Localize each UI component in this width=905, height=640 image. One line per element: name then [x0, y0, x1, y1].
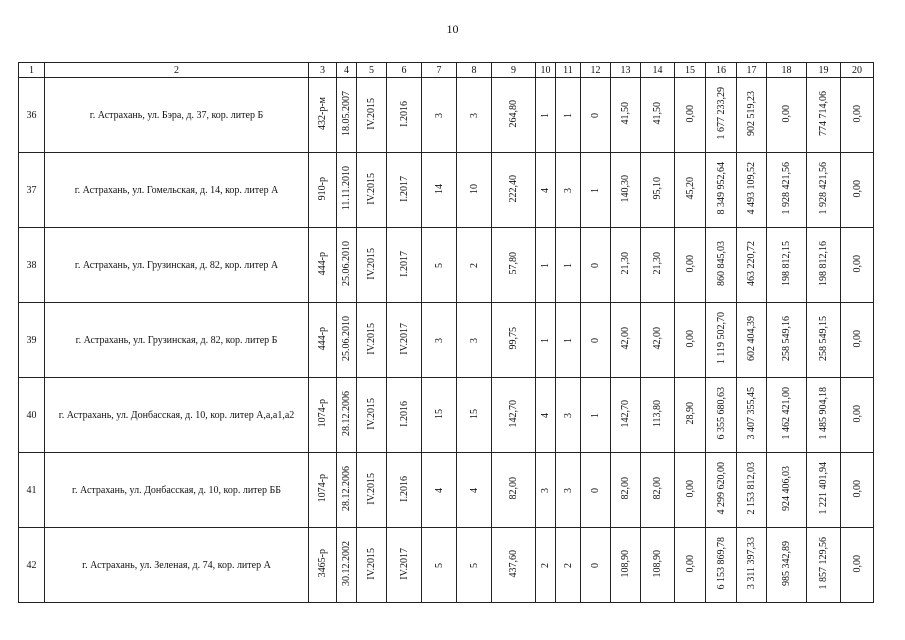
- value-cell: [581, 78, 611, 153]
- column-number: 7: [422, 63, 457, 78]
- cell-value: 0: [590, 262, 601, 268]
- cell-value: 0,00: [684, 479, 696, 498]
- column-number: 10: [536, 63, 556, 78]
- cell-value: 222,40: [508, 174, 519, 203]
- value-cell: [641, 453, 675, 528]
- cell-value: 258 549,16: [781, 316, 792, 361]
- table-row: [19, 78, 874, 153]
- cell-value: 2 153 812,03: [746, 462, 757, 515]
- cell-value: 444-р: [317, 251, 328, 276]
- value-cell: [611, 153, 641, 228]
- value-cell: [611, 453, 641, 528]
- cell-value: 140,30: [620, 174, 631, 203]
- value-cell: [337, 78, 357, 153]
- value-cell: [581, 153, 611, 228]
- cell-value: 1074-р: [317, 399, 328, 428]
- cell-value: 1 677 233,29: [715, 87, 727, 140]
- cell-value: 910-р: [317, 176, 328, 201]
- value-cell: [387, 528, 422, 603]
- cell-value: 2: [468, 262, 480, 268]
- cell-value: 924 406,03: [781, 466, 792, 511]
- cell-value: 1 857 129,56: [818, 537, 829, 590]
- value-cell: [457, 453, 492, 528]
- cell-value: 14: [433, 183, 445, 194]
- cell-value: 1 485 904,18: [818, 387, 829, 440]
- value-cell: [581, 528, 611, 603]
- cell-value: 1: [590, 412, 601, 418]
- value-cell: [841, 228, 874, 303]
- row-number-cell: 38: [19, 228, 45, 303]
- value-cell: [387, 303, 422, 378]
- cell-value: 4: [540, 412, 551, 418]
- column-number: 9: [492, 63, 536, 78]
- value-cell: [536, 228, 556, 303]
- value-cell: [457, 303, 492, 378]
- value-cell: [309, 378, 337, 453]
- value-cell: [309, 453, 337, 528]
- cell-value: 0,00: [851, 479, 863, 498]
- cell-value: 108,90: [652, 549, 663, 578]
- cell-value: 11.11.2010: [341, 166, 352, 211]
- column-number: 6: [387, 63, 422, 78]
- value-cell: [737, 303, 767, 378]
- value-cell: [309, 228, 337, 303]
- row-number-cell: 37: [19, 153, 45, 228]
- value-cell: [492, 453, 536, 528]
- cell-value: 28.12.2006: [341, 466, 352, 511]
- cell-value: 10: [468, 183, 480, 194]
- cell-value: 99,75: [508, 327, 519, 350]
- value-cell: [357, 153, 387, 228]
- cell-value: 258 549,15: [818, 316, 829, 361]
- column-number: 19: [807, 63, 841, 78]
- value-cell: [737, 453, 767, 528]
- cell-value: 437,60: [508, 549, 519, 578]
- cell-value: 2: [540, 562, 551, 568]
- table-row: [19, 228, 874, 303]
- cell-value: 5: [433, 562, 445, 568]
- cell-value: 1 928 421,56: [818, 162, 829, 215]
- cell-value: IV.2017: [398, 547, 410, 580]
- column-number: 13: [611, 63, 641, 78]
- cell-value: I.2017: [398, 175, 410, 202]
- value-cell: [737, 153, 767, 228]
- cell-value: 1 462 421,00: [781, 387, 792, 440]
- value-cell: [767, 528, 807, 603]
- value-cell: [492, 228, 536, 303]
- cell-value: 444-р: [317, 326, 328, 351]
- cell-value: 3: [468, 112, 480, 118]
- value-cell: [807, 78, 841, 153]
- value-cell: [641, 528, 675, 603]
- value-cell: [737, 78, 767, 153]
- cell-value: 142,70: [620, 399, 631, 428]
- cell-value: 108,90: [620, 549, 631, 578]
- cell-value: IV.2015: [366, 172, 377, 205]
- value-cell: [536, 303, 556, 378]
- value-cell: [457, 78, 492, 153]
- value-cell: [807, 153, 841, 228]
- cell-value: 28.12.2006: [341, 391, 352, 436]
- cell-value: 3 407 355,45: [746, 387, 757, 440]
- value-cell: [556, 78, 581, 153]
- column-number: 8: [457, 63, 492, 78]
- value-cell: [357, 528, 387, 603]
- cell-value: 1: [540, 262, 551, 268]
- value-cell: [675, 303, 706, 378]
- cell-value: 1 119 502,70: [715, 312, 727, 365]
- cell-value: 3 311 397,33: [746, 537, 757, 590]
- value-cell: [807, 528, 841, 603]
- cell-value: 18.05.2007: [341, 91, 352, 136]
- cell-value: IV.2015: [366, 247, 377, 280]
- value-cell: [641, 228, 675, 303]
- value-cell: [841, 153, 874, 228]
- value-cell: [357, 303, 387, 378]
- cell-value: 0,00: [684, 329, 696, 348]
- address-cell: г. Астрахань, ул. Гомельская, д. 14, кор. литер А: [45, 153, 309, 228]
- value-cell: [556, 153, 581, 228]
- value-cell: [581, 453, 611, 528]
- cell-value: 8 349 952,64: [715, 162, 727, 215]
- cell-value: I.2016: [398, 475, 410, 502]
- column-number: 1: [19, 63, 45, 78]
- value-cell: [556, 228, 581, 303]
- value-cell: [706, 228, 737, 303]
- value-cell: [767, 78, 807, 153]
- cell-value: 6 153 869,78: [715, 537, 727, 590]
- value-cell: [675, 153, 706, 228]
- cell-value: 21,30: [620, 252, 631, 275]
- cell-value: I.2016: [398, 400, 410, 427]
- value-cell: [641, 303, 675, 378]
- cell-value: 3: [562, 187, 574, 193]
- cell-value: 0,00: [684, 554, 696, 573]
- cell-value: 1: [590, 187, 601, 193]
- cell-value: 198 812,16: [818, 241, 829, 286]
- cell-value: I.2016: [398, 100, 410, 127]
- cell-value: 0,00: [851, 554, 863, 573]
- value-cell: [675, 528, 706, 603]
- cell-value: 57,80: [508, 252, 519, 275]
- cell-value: 0: [590, 337, 601, 343]
- value-cell: [641, 153, 675, 228]
- value-cell: [357, 228, 387, 303]
- cell-value: IV.2015: [366, 322, 377, 355]
- cell-value: 0,00: [684, 254, 696, 273]
- row-number-cell: 42: [19, 528, 45, 603]
- cell-value: 82,00: [508, 477, 519, 500]
- value-cell: [422, 453, 457, 528]
- cell-value: 45,20: [684, 177, 696, 200]
- cell-value: 0,00: [851, 404, 863, 423]
- cell-value: 41,50: [652, 102, 663, 125]
- cell-value: 4: [540, 187, 551, 193]
- value-cell: [706, 528, 737, 603]
- value-cell: [492, 528, 536, 603]
- value-cell: [767, 303, 807, 378]
- value-cell: [556, 303, 581, 378]
- column-number: 4: [337, 63, 357, 78]
- value-cell: [611, 228, 641, 303]
- cell-value: 0: [590, 112, 601, 118]
- value-cell: [337, 228, 357, 303]
- value-cell: [706, 153, 737, 228]
- cell-value: 42,00: [652, 327, 663, 350]
- value-cell: [337, 528, 357, 603]
- cell-value: 1 928 421,56: [781, 162, 792, 215]
- cell-value: IV.2017: [398, 322, 410, 355]
- value-cell: [337, 453, 357, 528]
- value-cell: [422, 78, 457, 153]
- column-number: 3: [309, 63, 337, 78]
- value-cell: [556, 453, 581, 528]
- value-cell: [422, 378, 457, 453]
- value-cell: [387, 453, 422, 528]
- cell-value: 6 355 680,63: [715, 387, 727, 440]
- value-cell: [536, 378, 556, 453]
- value-cell: [422, 528, 457, 603]
- cell-value: 3: [562, 487, 574, 493]
- cell-value: 3465-р: [317, 549, 328, 578]
- cell-value: 82,00: [652, 477, 663, 500]
- cell-value: 902 519,23: [746, 91, 757, 136]
- column-number: 18: [767, 63, 807, 78]
- value-cell: [737, 528, 767, 603]
- cell-value: I.2017: [398, 250, 410, 277]
- cell-value: 463 220,72: [746, 241, 757, 286]
- cell-value: 3: [562, 412, 574, 418]
- cell-value: 1: [562, 112, 574, 118]
- value-cell: [337, 303, 357, 378]
- cell-value: 5: [468, 562, 480, 568]
- value-cell: [807, 453, 841, 528]
- value-cell: [767, 453, 807, 528]
- address-cell: г. Астрахань, ул. Бэра, д. 37, кор. литер Б: [45, 78, 309, 153]
- cell-value: 860 845,03: [715, 241, 727, 286]
- value-cell: [675, 453, 706, 528]
- value-cell: [706, 378, 737, 453]
- value-cell: [309, 303, 337, 378]
- value-cell: [611, 78, 641, 153]
- cell-value: 264,80: [508, 99, 519, 128]
- cell-value: 3: [540, 487, 551, 493]
- value-cell: [807, 303, 841, 378]
- cell-value: 25.06.2010: [341, 316, 352, 361]
- value-cell: [422, 303, 457, 378]
- cell-value: 2: [562, 562, 574, 568]
- value-cell: [706, 78, 737, 153]
- cell-value: 30.12.2002: [341, 541, 352, 586]
- column-number: 2: [45, 63, 309, 78]
- address-cell: г. Астрахань, ул. Грузинская, д. 82, кор. литер Б: [45, 303, 309, 378]
- value-cell: [581, 303, 611, 378]
- cell-value: 95,10: [652, 177, 663, 200]
- cell-value: 3: [433, 337, 445, 343]
- value-cell: [536, 453, 556, 528]
- cell-value: 1: [562, 262, 574, 268]
- value-cell: [422, 153, 457, 228]
- value-cell: [337, 153, 357, 228]
- cell-value: 1: [540, 112, 551, 118]
- cell-value: 1 221 401,94: [818, 462, 829, 515]
- table-row: [19, 453, 874, 528]
- cell-value: 142,70: [508, 399, 519, 428]
- value-cell: [422, 228, 457, 303]
- address-cell: г. Астрахань, ул. Грузинская, д. 82, кор. литер А: [45, 228, 309, 303]
- cell-value: 774 714,06: [818, 91, 829, 136]
- page-number: 10: [446, 22, 459, 36]
- cell-value: 15: [433, 408, 445, 419]
- value-cell: [581, 378, 611, 453]
- value-cell: [357, 78, 387, 153]
- column-number: 16: [706, 63, 737, 78]
- value-cell: [492, 378, 536, 453]
- value-cell: [457, 378, 492, 453]
- value-cell: [387, 228, 422, 303]
- value-cell: [641, 78, 675, 153]
- cell-value: 4 493 109,52: [746, 162, 757, 215]
- cell-value: IV.2015: [366, 547, 377, 580]
- row-number-cell: 36: [19, 78, 45, 153]
- value-cell: [675, 228, 706, 303]
- cell-value: 198 812,15: [781, 241, 792, 286]
- cell-value: 0,00: [851, 329, 863, 348]
- value-cell: [737, 378, 767, 453]
- cell-value: 0: [590, 562, 601, 568]
- column-number: 17: [737, 63, 767, 78]
- value-cell: [337, 378, 357, 453]
- value-cell: [457, 528, 492, 603]
- row-number-cell: 40: [19, 378, 45, 453]
- value-cell: [357, 453, 387, 528]
- cell-value: 25.06.2010: [341, 241, 352, 286]
- cell-value: 15: [468, 408, 480, 419]
- value-cell: [309, 78, 337, 153]
- value-cell: [807, 228, 841, 303]
- value-cell: [556, 378, 581, 453]
- column-number: 5: [357, 63, 387, 78]
- column-number: 14: [641, 63, 675, 78]
- cell-value: 0,00: [851, 179, 863, 198]
- value-cell: [611, 303, 641, 378]
- cell-value: 0,00: [851, 254, 863, 273]
- cell-value: 602 404,39: [746, 316, 757, 361]
- value-cell: [706, 303, 737, 378]
- value-cell: [556, 528, 581, 603]
- value-cell: [581, 228, 611, 303]
- value-cell: [492, 303, 536, 378]
- cell-value: 28,90: [684, 402, 696, 425]
- cell-value: 0,00: [781, 104, 792, 123]
- cell-value: 0: [590, 487, 601, 493]
- cell-value: 4: [468, 487, 480, 493]
- cell-value: 432-р-м: [317, 97, 328, 130]
- value-cell: [309, 528, 337, 603]
- address-cell: г. Астрахань, ул. Донбасская, д. 10, кор. литер ББ: [45, 453, 309, 528]
- cell-value: 3: [433, 112, 445, 118]
- cell-value: 1: [540, 337, 551, 343]
- cell-value: IV.2015: [366, 397, 377, 430]
- value-cell: [675, 378, 706, 453]
- register-table: [18, 62, 874, 603]
- value-cell: [611, 378, 641, 453]
- cell-value: IV.2015: [366, 97, 377, 130]
- value-cell: [387, 378, 422, 453]
- table-row: [19, 153, 874, 228]
- value-cell: [841, 453, 874, 528]
- value-cell: [706, 453, 737, 528]
- cell-value: 0,00: [851, 104, 863, 123]
- value-cell: [841, 378, 874, 453]
- value-cell: [767, 228, 807, 303]
- value-cell: [387, 78, 422, 153]
- value-cell: [675, 78, 706, 153]
- column-number: 15: [675, 63, 706, 78]
- cell-value: 113,80: [652, 399, 663, 428]
- cell-value: IV.2015: [366, 472, 377, 505]
- column-number: 11: [556, 63, 581, 78]
- value-cell: [309, 153, 337, 228]
- value-cell: [641, 378, 675, 453]
- row-number-cell: 41: [19, 453, 45, 528]
- cell-value: 3: [468, 337, 480, 343]
- column-number: 12: [581, 63, 611, 78]
- value-cell: [611, 528, 641, 603]
- value-cell: [536, 528, 556, 603]
- value-cell: [387, 153, 422, 228]
- value-cell: [841, 78, 874, 153]
- table-row: [19, 528, 874, 603]
- value-cell: [841, 303, 874, 378]
- column-number-row: [19, 63, 874, 78]
- value-cell: [737, 228, 767, 303]
- value-cell: [767, 153, 807, 228]
- value-cell: [457, 153, 492, 228]
- address-cell: г. Астрахань, ул. Донбасская, д. 10, кор. литер А,а,а1,а2: [45, 378, 309, 453]
- address-cell: г. Астрахань, ул. Зеленая, д. 74, кор. литер А: [45, 528, 309, 603]
- cell-value: 0,00: [684, 104, 696, 123]
- cell-value: 41,50: [620, 102, 631, 125]
- value-cell: [457, 228, 492, 303]
- cell-value: 5: [433, 262, 445, 268]
- cell-value: 82,00: [620, 477, 631, 500]
- value-cell: [536, 78, 556, 153]
- table-row: [19, 378, 874, 453]
- column-number: 20: [841, 63, 874, 78]
- value-cell: [357, 378, 387, 453]
- value-cell: [841, 528, 874, 603]
- row-number-cell: 39: [19, 303, 45, 378]
- cell-value: 1074-р: [317, 474, 328, 503]
- value-cell: [536, 153, 556, 228]
- cell-value: 21,30: [652, 252, 663, 275]
- table-row: [19, 303, 874, 378]
- cell-value: 4: [433, 487, 445, 493]
- value-cell: [807, 378, 841, 453]
- value-cell: [492, 153, 536, 228]
- cell-value: 1: [562, 337, 574, 343]
- value-cell: [767, 378, 807, 453]
- value-cell: [492, 78, 536, 153]
- cell-value: 4 299 620,00: [715, 462, 727, 515]
- cell-value: 985 342,89: [781, 541, 792, 586]
- cell-value: 42,00: [620, 327, 631, 350]
